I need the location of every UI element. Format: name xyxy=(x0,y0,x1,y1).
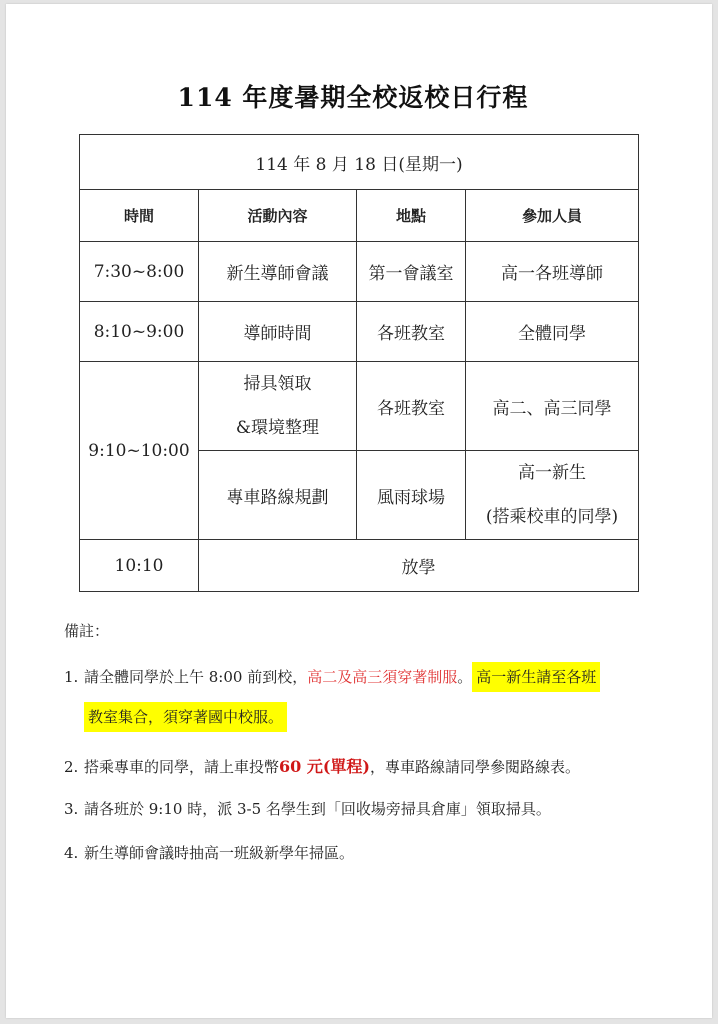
location-cell: 各班教室 xyxy=(357,302,466,362)
note-item xyxy=(64,754,580,777)
note-item-continued xyxy=(84,706,287,727)
notes-title: 備註： xyxy=(64,622,110,640)
header-row xyxy=(80,190,639,242)
note-text: ，專車路線請同學參閱路線表。 xyxy=(370,758,581,776)
note-highlight-text: 教室集合，須穿著國中校服。 xyxy=(84,702,287,732)
participants-cell: 高二、高三同學 xyxy=(466,362,639,451)
participants-cell: 高一各班導師 xyxy=(466,242,639,302)
note-item xyxy=(64,666,600,687)
header-participants: 參加人員 xyxy=(466,190,639,242)
location-cell: 第一會議室 xyxy=(357,242,466,302)
note-item xyxy=(64,842,354,863)
activity-cell xyxy=(199,362,357,451)
note-text: 請全體同學於上午 8:00 前到校， xyxy=(84,668,308,686)
note-number: 4. xyxy=(64,844,79,862)
note-text: 新生導師會議時抽高一班級新學年掃區。 xyxy=(84,844,355,862)
participants-cell: 全體同學 xyxy=(466,302,639,362)
note-red-text: 60 元(單程) xyxy=(279,757,370,776)
table-row xyxy=(80,540,639,592)
note-text: 。 xyxy=(457,668,473,686)
participants-line: 高一新生 xyxy=(518,463,586,483)
location-cell: 風雨球場 xyxy=(357,451,466,540)
header-time: 時間 xyxy=(80,190,199,242)
note-red-text: 高二及高三須穿著制服 xyxy=(307,668,458,686)
schedule-table xyxy=(79,134,639,592)
time-cell: 9:10~10:00 xyxy=(80,362,199,540)
participants-cell xyxy=(466,451,639,540)
time-cell: 7:30~8:00 xyxy=(80,242,199,302)
table-row xyxy=(80,242,639,302)
activity-cell: 導師時間 xyxy=(199,302,357,362)
participants-line: (搭乘校車的同學) xyxy=(485,507,619,527)
header-activity: 活動內容 xyxy=(199,190,357,242)
note-number: 1. xyxy=(64,668,79,686)
header-location: 地點 xyxy=(357,190,466,242)
time-cell: 8:10~9:00 xyxy=(80,302,199,362)
note-text: 請各班於 9:10 時，派 3-5 名學生到「回收場旁掃具倉庫」領取掃具。 xyxy=(84,800,551,818)
date-row xyxy=(80,135,639,190)
table-row xyxy=(80,302,639,362)
time-cell: 10:10 xyxy=(80,540,199,592)
activity-line: 掃具領取 xyxy=(243,374,312,394)
table-row xyxy=(80,362,639,451)
document-title: 114 年度暑期全校返校日行程 xyxy=(177,83,529,112)
activity-line: &環境整理 xyxy=(235,418,320,438)
note-text: 搭乘專車的同學，請上車投幣 xyxy=(84,758,280,776)
activity-cell: 專車路線規劃 xyxy=(199,451,357,540)
note-highlight-text: 高一新生請至各班 xyxy=(472,662,600,692)
date-cell: 114 年 8 月 18 日(星期一) xyxy=(80,135,639,190)
note-item xyxy=(64,798,551,819)
activity-cell: 放學 xyxy=(199,540,639,592)
location-cell: 各班教室 xyxy=(357,362,466,451)
activity-cell: 新生導師會議 xyxy=(199,242,357,302)
note-number: 3. xyxy=(64,800,79,818)
note-number: 2. xyxy=(64,758,79,776)
